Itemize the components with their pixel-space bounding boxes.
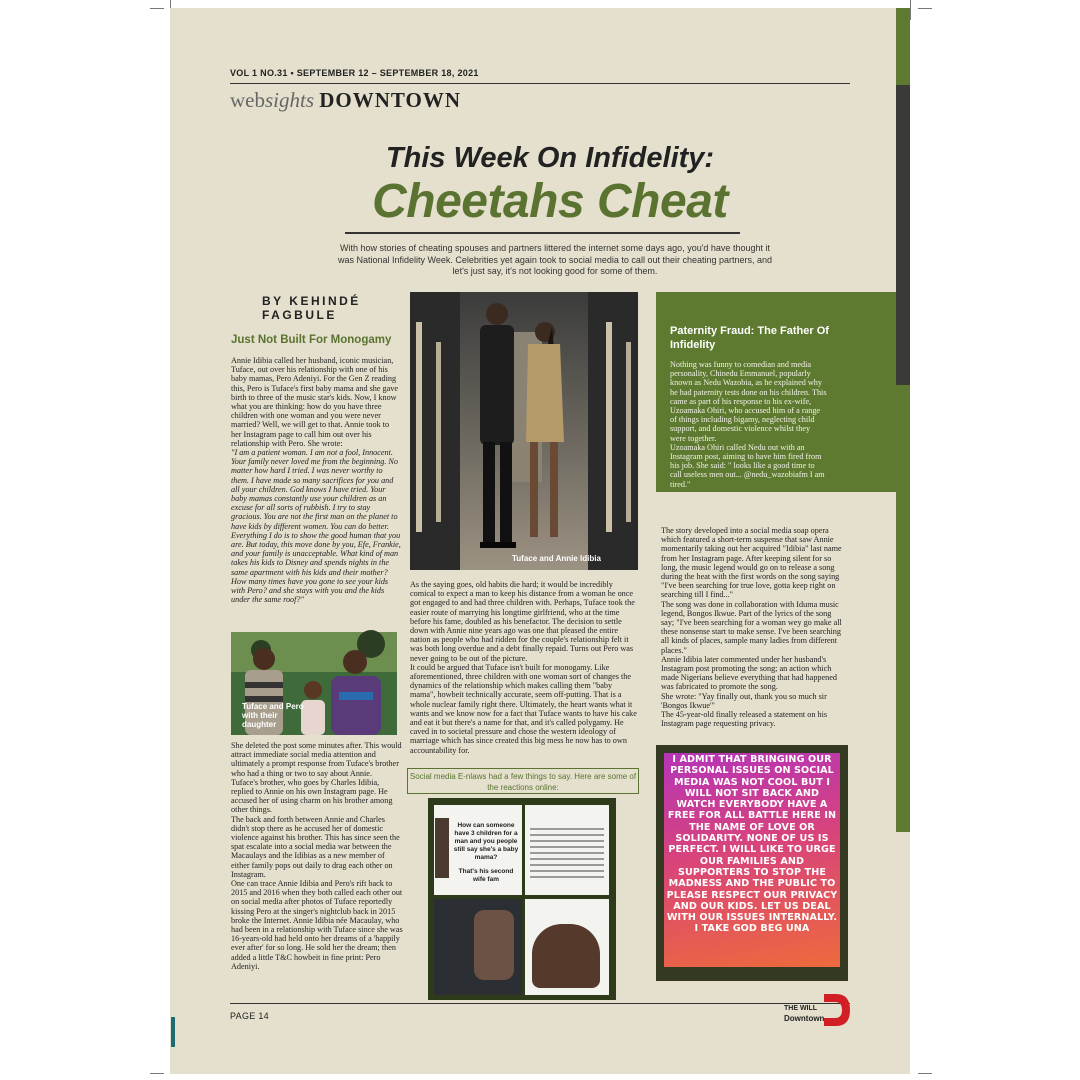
brand-web: web [230,88,265,112]
section-2-paragraph: The 45-year-old finally released a statement on his Instagram page requesting privacy. [661,710,828,729]
section-2-title: Paternity Fraud: The Father Of Infidelity [670,325,829,351]
couple-photo [410,292,638,570]
column-2 [410,580,638,765]
crop-mark [150,1073,164,1074]
column-1-bottom [231,741,403,1001]
crop-mark [910,0,911,20]
section-1-intro: Annie Idibia called her husband, iconic musician, Tuface, out over his relationship with one of his baby mamas, Pero Adeniyi. For the Gen Z reading this, Pero is Tuface's first baby mama and she gave birth to three of the music star's kids. Now, I know what you are thinking: how do you have three children with one woman and you were never married? Well, we will get to that. Annie took to her Instagram page to call him out over his relationship with Pero. She wrote: [231,356,399,448]
section-1-paragraph: The back and forth between Annie and Charles didn't stop there as he accused her of domestic violence against his brother. This has since seen the spat escalate into a social media war between the Macaulays and the Idibias as a new member of either family pops out daily to drag each other on Instagram. [231,814,400,879]
middle-paragraph: It could be argued that Tuface isn't built for monogamy. Like aforementioned, three children with one woman sort of changes the dynamics of the relationship which makes calling them "baby mama", howbeit technically accurate, seem off-putting. That is a whole nuclear family right there. Ultimately, the heart wants what it wants and we know now for a fact that Tuface wants to have his cake and eat it but there's a name for that, and it's called polygamy. He caved in to societal pressure and chose the western ideology of marriage which has since created this big mess he now has to own accountability for. [410,662,637,755]
comment-lines [530,828,604,830]
logo-line-1: THE WILL [784,1005,818,1012]
section-1-title: Just Not Built For Monogamy [231,334,392,346]
paternity-paragraph: Uzoamaka Ohiri called Nedu out with an Instagram post, aiming to have him fired from his job. She said: " looks like a good time to call useless men out... @nedu_wazobiafm I am tired." [670,442,825,489]
brand-downtown: DOWNTOWN [319,88,462,112]
footer-rule [230,1003,850,1004]
byline-text: BY KEHINDÉ FAGBULE [262,294,361,322]
headline-rule [345,232,740,234]
column-3 [661,526,843,738]
section-2-paragraph: The song was done in collaboration with Iduma music legend, Bongos Ikwue. Part of the lyrics of the song say; "I've been searching for a woman wey go make all these nonsense start to make sense. I've been searching all kinds of places, sample many ladies from different places." [661,599,842,655]
issue-line: VOL 1 NO.31 • SEPTEMBER 12 – SEPTEMBER 18, 2021 [230,68,479,78]
reactions-callout: Social media E-nlaws had a few things to say. Here are some of the reactions online: [407,768,639,794]
crop-mark [918,8,932,9]
kicker: This Week On Infidelity: [385,142,715,174]
couple-photo-art [410,292,638,570]
crop-mark [918,1073,932,1074]
section-1-paragraph: Tuface's brother, who goes by Charles Idibia, replied to Annie on his own Instagram page. He accused her of using charm on his brother among other things. [231,777,393,815]
crop-mark [150,8,164,9]
tweet-question: How can someone have 3 children for a man and you people still say she's a baby mama? [453,822,519,861]
statement-text: I ADMIT THAT BRINGING OUR PERSONAL ISSUES ON SOCIAL MEDIA WAS NOT COOL BUT I WILL NOT SIT BACK AND WATCH EVERYBODY HAVE A FREE FOR ALL BATTLE HERE IN THE NAME OF LOVE OR SOLIDARITY. NONE OF US IS PERFECT. I WILL LIKE TO URGE OUR FAMILIES AND SUPPORTERS TO STOP THE MADNESS AND THE PUBLIC TO PLEASE RESPECT OUR PRIVACY AND OUR KIDS. LET US DEAL WITH OUR ISSUES INTERNALLY. I TAKE GOD BEG UNA [666,754,838,935]
comment-panel [525,805,609,895]
paternity-box-text [670,360,828,489]
header-rule [230,83,850,84]
headline: Cheetahs Cheat [372,175,728,228]
brand-sights: sights [265,88,315,112]
middle-paragraph: As the saying goes, old habits die hard; it would be incredibly comical to expect a man to keep his distance from a woman he once got engaged to and had three children with. Perhaps, Tuface took the easier route of marrying his longtime girlfriend, who at the time before his fame, doubled as his benefactor. The decision to settle down with Annie nine years ago was one that pleased the entire nation as people who had ridden for the couple's relationship felt it was both long overdue and a debt finally repaid. Turns out Pero was never going to be out of the picture. [410,580,635,663]
deck: With how stories of cheating spouses and partners littered the internet some days ago, you'd have thought it was National Infidelity Week. Celebrities yet again took to social media to call out their cheating partners, and let's just say, it's not looking good for some of them. [337,243,773,276]
paternity-paragraph: Nothing was funny to comedian and media personality, Chinedu Emmanuel, popularly known as Nedu Wazobia, as he explained why he had paternity tests done on his children. This came as part of his response to his ex-wife, Uzoamaka Ohiri, who accused him of a range of things including bigamy, neglecting child support, and domestic violence whilst they were together. [670,360,827,443]
tweet-avatar [435,818,449,878]
post-photo [532,924,600,988]
section-brand [230,88,461,113]
next-page-photo-edge [896,85,910,385]
byline [262,294,372,322]
page-edge-mark [171,1017,175,1047]
section-2-paragraph: The story developed into a social media soap opera which featured a short-term suspense that saw Annie momentarily taking out her acquired "Idibia" last name from her Instagram page. After keeping silent for so long, the music legend would go on to release a song during the heat with the first words on the song saying "I've been searching for true love, gotta keep right on searching till I find..." [661,526,842,600]
magazine-page [170,8,910,1074]
logo-line-2: Downtown [784,1014,825,1023]
section-1-paragraph: One can trace Annie Idibia and Pero's rift back to 2015 and 2016 when they both called each other out on social media after photos of Tuface reportedly kissing Pero at the singer's nightclub back in 2015 broke the Internet. Annie Idibia née Macaulay, who had been in a relationship with Tuface since she was 16-years-old had held onto her dreams of a 'happily ever after' for so long. He sold her the dream; then added a little T&C howbeit in fine print: Pero Adeniyi. [231,879,403,971]
video-thumbnail [474,910,514,980]
section-2-paragraph: Annie Idibia later commented under her husband's Instagram post promoting the song; an action which made Nigerians believe everything that had happened was fabricated to promote the song. [661,654,837,692]
section-2-paragraph: She wrote: "Yay finally out, thank you so much sir 'Bongos Ikwue'" [661,691,827,710]
column-1-top [231,356,401,624]
page-number: PAGE 14 [230,1011,269,1021]
section-1-paragraph: She deleted the post some minutes after. This would attract immediate social media attention and ultimately a prompt response from Tuface's brother who had a thing or two to say about Annie. [231,741,402,778]
tweet-answer: That's his second wife fam [458,868,514,883]
family-photo-caption: Tuface and Pero with their daughter [242,702,304,729]
annie-quote: "I am a patient woman. I am not a fool, Innocent. Your family never loved me from the beginning. No matter how hard I tried. I was never worthy to them. I have made so many sacrifices for you and all your children. God knows I have tried. Your baby mamas constantly use your children as an excuse for all sorts of rubbish. I try to stay gracious. You are not the first man on the planet to have kids by different women. You can do better. Everything I do is to show the good human that you are. But today, this move done by you, Efe, Frankie, and your family is unacceptable. What kind of man takes his kids to Disney and spends nights in the same apartment with his kids and their mother? How many times have you gone to see your kids with Pero? and she stays with you and the kids under the same roof?" [231,448,401,605]
couple-photo-caption: Tuface and Annie Idibia [512,554,601,563]
